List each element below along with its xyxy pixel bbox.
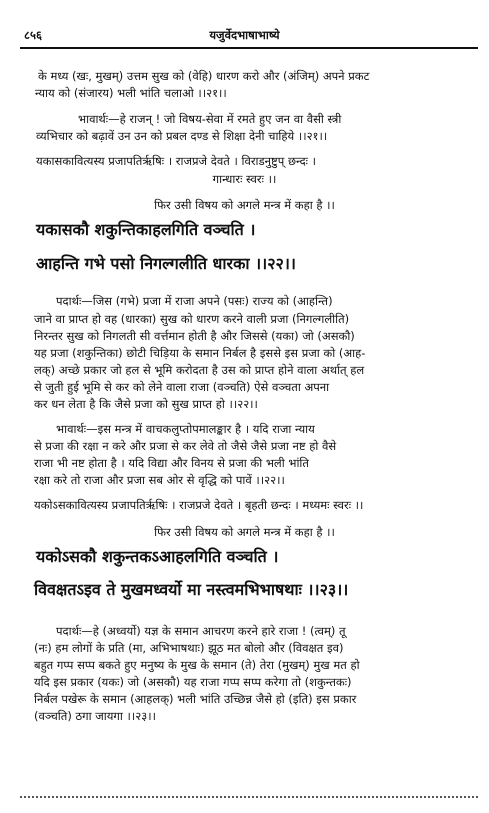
text-line: कर धन लेता है कि जैसे प्रजा को सुख प्राप्त हो ।।२२।। [34, 397, 258, 411]
mantra-line: यकासकौ शकुन्तिकाहलगिति वञ्चति । [36, 220, 256, 239]
mantra-line: आहन्ति गभे पसो निगल्गलीति धारका ।।२२।। [36, 254, 296, 273]
text-line: भावार्थः—इस मन्त्र में वाचकलुप्तोपमालङ्कार है । यदि राजा न्याय [56, 422, 315, 436]
text-line: जाने वा प्राप्त हो वह (धारका) सुख को धारण करने वाली प्रजा (निगल्गलीति) [34, 312, 350, 326]
text-line: भावार्थः—हे राजन् ! जो विषय-सेवा में रमते हुए जन वा वैसी स्त्री [78, 112, 342, 126]
text-line: फिर उसी विषय को अगले मन्त्र में कहा है ।। [154, 198, 335, 212]
text-line: यकोऽसकावित्यस्य प्रजापतिर्ऋषिः । राजप्रजे देवते । बृहती छन्दः । मध्यमः स्वरः ।। [34, 498, 364, 512]
text-line: फिर उसी विषय को अगले मन्त्र में कहा है ।। [154, 525, 335, 539]
text-line: (वञ्चति) ठगा जायगा ।।२३।। [34, 709, 156, 723]
text-line: से जुती हुई भूमि से कर को लेने वाला राजा (वञ्चति) ऐसे वञ्चता अपना [34, 380, 330, 394]
running-title: यजुर्वेदभाषाभाष्ये [209, 28, 280, 42]
text-line: रक्षा करे तो राजा और प्रजा सब ओर से वृद्धि को पावें ।।२२।। [34, 473, 285, 487]
text-line: यदि इस प्रकार (यकः) जो (असकौ) यह राजा गप्प सप्प करेगा तो (शकुन्तकः) [34, 675, 352, 689]
footer-rule [20, 796, 478, 801]
text-line: लक्) अच्छे प्रकार जो हल से भूमि करोदता है उस को प्राप्त होने वाला अर्थात् हल [34, 363, 365, 377]
page-number: ८५६ [24, 28, 42, 42]
text-line: गान्धारः स्वरः ।। [212, 172, 277, 186]
text-line: के मध्य (खः, मुखम्) उत्तम सुख को (वेहि) धारण करो और (अंजिम्) अपने प्रकट [38, 69, 370, 83]
text-line: न्याय को (संजारय) भली भांति चलाओ ।।२१।। [35, 86, 227, 100]
mantra-line: विवक्षतऽइव ते मुखमध्वर्यो मा नस्त्वमभिभाषथाः ।।२३।। [34, 580, 349, 599]
text-line: यकासकावित्यस्य प्रजापतिर्ऋषिः । राजप्रजे देवते । विराडनुष्टुप् छन्दः । [36, 154, 317, 168]
text-line: यह प्रजा (शकुन्तिका) छोटी चिड़िया के समान निर्बल है इससे इस प्रजा को (आह- [34, 346, 366, 360]
text-line: निरन्तर सुख को निगलती सी वर्त्तमान होती है और जिससे (यका) जो (असकौ) [34, 329, 355, 343]
text-line: निर्बल पखेरू के समान (आहलक्) भली भांति उच्छिन्न जैसे हो (इति) इस प्रकार [34, 692, 357, 706]
text-line: पदार्थः—जिस (गभे) प्रजा में राजा अपने (पसः) राज्य को (आहन्ति) [56, 294, 333, 308]
text-line: व्यभिचार को बढ़ावें उन उन को प्रबल दण्ड से शिक्षा देनी चाहिये ।।२१।। [36, 129, 328, 143]
text-line: पदार्थः—हे (अध्वर्यो) यज्ञ के समान आचरण करने हारे राजा ! (त्वम्) तू [56, 624, 346, 638]
mantra-line: यकोऽसकौ शकुन्तकऽआहलगिति वञ्चति । [36, 547, 279, 566]
text-line: (नः) हम लोगों के प्रति (मा, अभिभाषथाः) झूठ मत बोलो और (विवक्षत इव) [34, 641, 344, 655]
text-line: से प्रजा की रक्षा न करे और प्रजा से कर लेवे तो जैसे जैसे प्रजा नष्ट हो वैसे [34, 439, 337, 453]
text-line: बहुत गप्प सप्प बकते हुए मनुष्य के मुख के समान (ते) तेरा (मुखम्) मुख मत हो [34, 658, 360, 672]
text-line: राजा भी नष्ट होता है । यदि विद्या और विनय से प्रजा की भली भांति [34, 456, 309, 470]
header-rule [20, 47, 478, 49]
